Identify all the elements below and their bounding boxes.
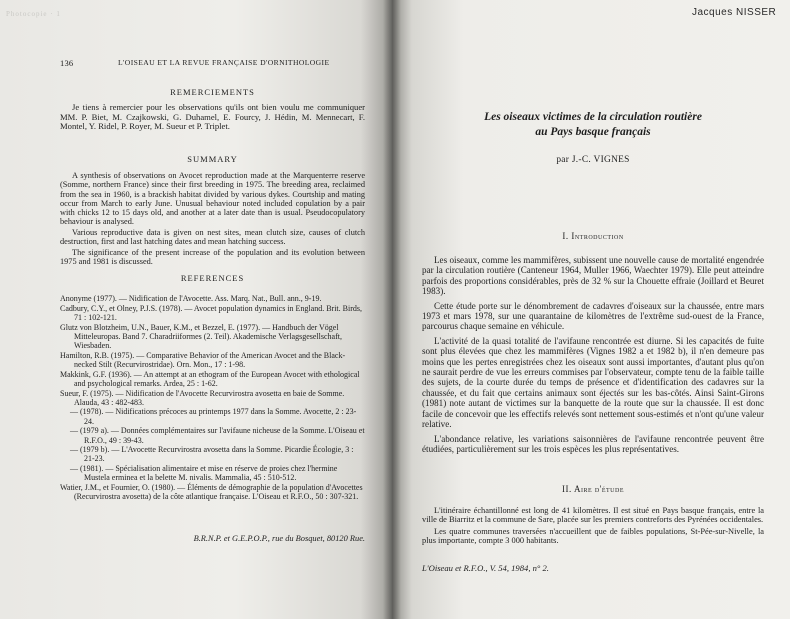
right-page (392, 0, 790, 619)
paragraph: Les oiseaux, comme les mammifères, subissent une nouvelle cause de mortalité engendrée par la circulation routière (Canteneur 1964, Muller 1966, Waechter 1979). Elle peut atteindre parfois des proportions considérables, près de 32 % sur la Chouette effraie (Joillard et Beuret 1983). (422, 255, 764, 297)
article-title-line-2: au Pays basque français (535, 126, 651, 138)
running-head: L'OISEAU ET LA REVUE FRANÇAISE D'ORNITHOLOGIE (118, 58, 330, 67)
article-author: par J.-C. VIGNES (556, 155, 630, 165)
faint-header: Photocopie · 1 (6, 10, 61, 18)
reference-item: Anonyme (1977). — Nidification de l'Avocette. Ass. Marq. Nat., Bull. ann., 9-19. (60, 294, 322, 303)
paragraph: L'activité de la quasi totalité de l'avifaune rencontrée est diurne. Si les capacités de fuite sont plus élevées que chez les mammifères (Vignes 1982 a et 1982 b), il n'en demeure pas moins que les pertes enregistrées chez les oiseaux sont aussi importantes, d'autant plus qu'on ne saurait perdre de vue les erreurs commises par l'observateur, compte tenu de la faible taille des sujets, de la courte durée du temps de présence et d'identification des cadavres sur la chaussée, et du fait que certains animaux sont éjectés sur les bas-côtés. Ainsi Saint-Girons (1981) note autant de victimes sur la banquette de la route que sur la chaussée. Il est donc facile de concevoir que les effectifs relevés sont nettement sous-estimés et n'ont qu'une valeur relative. (422, 335, 764, 430)
summary-paragraph-1: A synthesis of observations on Avocet reproduction made at the Marquenterre reserve (Somme, northern France) since their first breeding in 1975. The breeding area, reclaimed from the sea in 1960, is a brackish habitat divided by various dykes. Courtship and mating occur from March to early June. Unusual behaviour noted included copulation by a pair with chicks 12 to 15 days old, and another at a later date than is usual. Pseudocopulatory behaviour is analysed. (60, 171, 365, 227)
reference-item: Sueur, F. (1975). — Nidification de l'Avocette Recurvirostra avosetta en baie de Somme. Alauda, 43 : 482-483. (60, 388, 345, 407)
reference-item: Hamilton, R.B. (1975). — Comparative Behavior of the American Avocet and the Black-necked Stilt (Recurvirostridae). Orn. Mon., 17 : 1-98. (60, 350, 346, 369)
reference-item: Watier, J.M., et Fournier, O. (1980). — Éléments de démographie de la population d'Avocettes (Recurvirostra avosetta) de la côte atlantique française. L'Oiseau et R.F.O., 50 : 307-321. (60, 483, 363, 502)
section-heading-introduction: I. Introduction (562, 231, 624, 241)
owner-stamp: Jacques NISSER (692, 7, 777, 18)
summary-paragraph-2: Various reproductive data is given on nest sites, mean clutch size, causes of clutch destruction, first and last hatching dates and mean hatching success. (60, 228, 365, 247)
article-title-line-1: Les oiseaux victimes de la circulation routière (484, 111, 702, 123)
page-number: 136 (60, 58, 74, 68)
reference-item: — (1981). — Spécialisation alimentaire et mise en réserve de proies chez l'hermine Mustela erminea et la belette M. nivalis. Mammalia, 45 : 510-512. (70, 464, 338, 483)
remerciements-heading: REMERCIEMENTS (170, 87, 255, 97)
reference-item: Glutz von Blotzheim, U.N., Bauer, K.M., et Bezzel, E. (1977). — Handbuch der Vögel Mitteleuropas. Band 7. Charadriiformes (2. Teil). Akademische Verlagsgesellschaft, Wiesbaden. (60, 322, 342, 351)
author-address: B.R.N.P. et G.E.P.O.P., rue du Bosquet, 80120 Rue. (193, 534, 365, 543)
book-gutter-shadow (383, 0, 401, 619)
introduction-body (422, 255, 764, 458)
paragraph: Cette étude porte sur le dénombrement de cadavres d'oiseaux sur la chaussée, entre mars 1973 et mars 1978, sur une quarantaine de kilomètres de l'extrême sud-ouest de la France, parcourus chaque semaine en véhicule. (422, 300, 764, 332)
reference-item: Makkink, G.F. (1936). — An attempt at an ethogram of the European Avocet with ethological and psychological remarks. Ardea, 25 : 1-62. (60, 369, 360, 388)
reference-item: — (1979 a). — Données complémentaires sur l'avifaune nicheuse de la Somme. L'Oiseau et R.F.O., 49 : 39-43. (70, 426, 365, 445)
references-heading: REFERENCES (180, 273, 245, 283)
paragraph: L'abondance relative, les variations saisonnières de l'avifaune rencontrée peuvent être étudiées, particulièrement sur les trois espèces les plus représentatives. (422, 433, 764, 454)
reference-item: — (1979 b). — L'Avocette Recurvirostra avosetta dans la Somme. Picardie Écologie, 3 : 21-23. (70, 445, 354, 464)
summary-paragraph-3: The significance of the present increase of the population and its evolution between 1975 and 1981 is discussed. (60, 248, 365, 267)
article-title (422, 110, 764, 140)
section-heading-study-area: II. Aire d'étude (561, 484, 625, 494)
reference-item: Cadbury, C.Y., et Olney, P.J.S. (1978). — Avocet population dynamics in England. Brit. Birds, 71 : 102-121. (60, 303, 362, 322)
remerciements-text: Je tiens à remercier pour les observations qu'ils ont bien voulu me communiquer MM. P. Biet, M. Czajkowski, G. Duhamel, E. Fourcy, J. Hédin, M. Mennecart, F. Montel, Y. Ridel, P. Royer, M. Sueur et P. Triplet. (60, 102, 365, 132)
reference-item: — (1978). — Nidifications précoces au printemps 1977 dans la Somme. Avocette, 2 : 23-24. (70, 407, 357, 426)
paragraph: Les quatre communes traversées n'accueillent que de faibles populations, St-Pée-sur-Nivelle, la plus importante, compte 3 000 habitants. (422, 526, 764, 546)
study-area-body (422, 506, 764, 548)
paragraph: L'itinéraire échantillonné est long de 41 kilomètres. Il est situé en Pays basque français, entre la ville de Biarritz et la commune de Sare, placée sur les premiers contreforts des Pyrénées occidentales. (422, 506, 764, 525)
summary-heading: SUMMARY (187, 154, 238, 164)
left-page (0, 0, 392, 619)
reference-list (60, 294, 365, 502)
journal-citation: L'Oiseau et R.F.O., V. 54, 1984, n° 2. (422, 563, 549, 573)
